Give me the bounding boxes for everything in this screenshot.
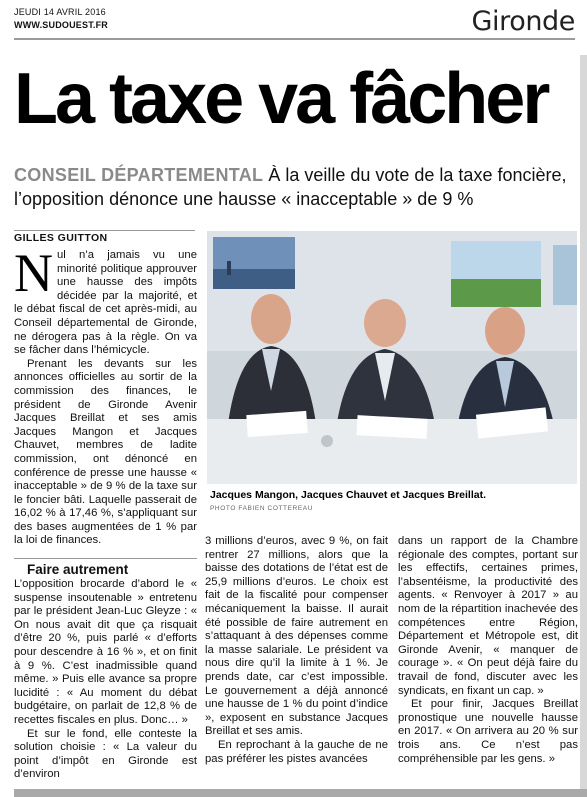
kicker: CONSEIL DÉPARTEMENTAL [14, 165, 264, 185]
column-1-top [14, 243, 197, 548]
paragraph-3: L’opposition brocarde d’abord le « suspense insoutenable » entretenu par le président Jean-Luc Gleyze : « On nous avait dit que ça risquait d’être 20 %, puis parlé « d’efforts pour descendre à 16 % », et on finit à 9 %. C’est inadmissible quand même. » Puis elle avance sa propre lucidité : « Au moment du débat budgétaire, on parlait de 12,8 % de recettes fiscales en plus. Donc… » [14, 578, 197, 726]
deck-text: À la veille du vote de la taxe foncière, l’opposition dénonce une hausse « inacceptable » de 9 % [14, 165, 567, 209]
column-1-bottom [14, 562, 197, 782]
column-2 [205, 535, 388, 766]
headline: La taxe va fâcher [14, 59, 548, 139]
byline-rule [14, 230, 195, 231]
subhead-rule [14, 558, 197, 559]
paragraph-5: 3 millions d’euros, avec 9 %, on fait rentrer 27 millions, alors que la baisse des dotations de l’état est de 25,9 millions d’euros. Le choix est fait de la fiscalité pour compenser mécaniquement la baisse. Il aurait été possible de faire autrement en s’attaquant à des dépenses comme la masse salariale. Le président va nous dire qu’il la limite à 1 %. Je prends date, car c’est impossible. Le gouvernement a déjà annoncé une hausse de 1 % du point d’indice », exposent en substance Jacques Breillat et ses amis. [205, 535, 388, 738]
photo-credit: PHOTO FABIEN COTTEREAU [210, 505, 314, 512]
header-rule [14, 38, 575, 40]
photo-caption: Jacques Mangon, Jacques Chauvet et Jacques Breillat. [210, 489, 487, 501]
paragraph-4: Et sur le fond, elle conteste la solution choisie : « La valeur du point d’impôt en Gironde est d’environ [14, 727, 197, 781]
paragraph-2: Prenant les devants sur les annonces officielles au sortir de la commission des finances, le président de Gironde Avenir Jacques Breillat et ses amis Jacques Mangon et Jacques Chauvet, membres de ladite commission, ont dénoncé en conférence de presse une hausse « inacceptable » de 9 % de la taxe sur le foncier bâti. Laquelle passerait de 16,02 % à 17,46 %, s’appliquant sur des bases augmentées de 1 % par la loi de finances. [14, 357, 197, 547]
drop-cap: N [14, 243, 53, 303]
paragraph-8: Et pour finir, Jacques Breillat pronostique une nouvelle hausse en 2017. « On arrivera au 20 % sur trois ans. Ce n’est pas compréhensible par les gens. » [398, 698, 578, 765]
paragraph-7: dans un rapport de la Chambre régionale des comptes, portant sur les effectifs, certaines primes, l’absentéisme, la productivité des agents. « Renvoyer à 2017 » au nom de la répartition inachevée des compétences entre Région, Département et Métropole est, dit Gironde Avenir, « manquer de courage ». « On peut déjà faire du travail de fond, discuter avec les syndicats, en fixant un cap. » [398, 535, 578, 697]
meeting-photo-illustration [207, 231, 577, 484]
byline: GILLES GUITTON [14, 232, 108, 244]
deck [14, 163, 576, 211]
column-3 [398, 535, 578, 766]
footer-bar [14, 789, 587, 797]
paragraph-1: Nul n’a jamais vu une minorité politique approuver une hausse des impôts décidée par la majorité, et le débat fiscal de cet après-midi, au Conseil départemental de Gironde, ne dérogera pas à la règle. On va se fâcher dans l’hémicycle. [14, 243, 197, 357]
subhead: Faire autrement [27, 562, 129, 577]
publication-date: JEUDI 14 AVRIL 2016 [14, 7, 106, 17]
website-url: WWW.SUDOUEST.FR [14, 20, 108, 30]
news-photo [207, 231, 577, 484]
section-title: Gironde [471, 6, 575, 37]
right-margin-bar [580, 55, 587, 795]
paragraph-6: En reprochant à la gauche de ne pas préférer les pistes avancées [205, 738, 388, 765]
